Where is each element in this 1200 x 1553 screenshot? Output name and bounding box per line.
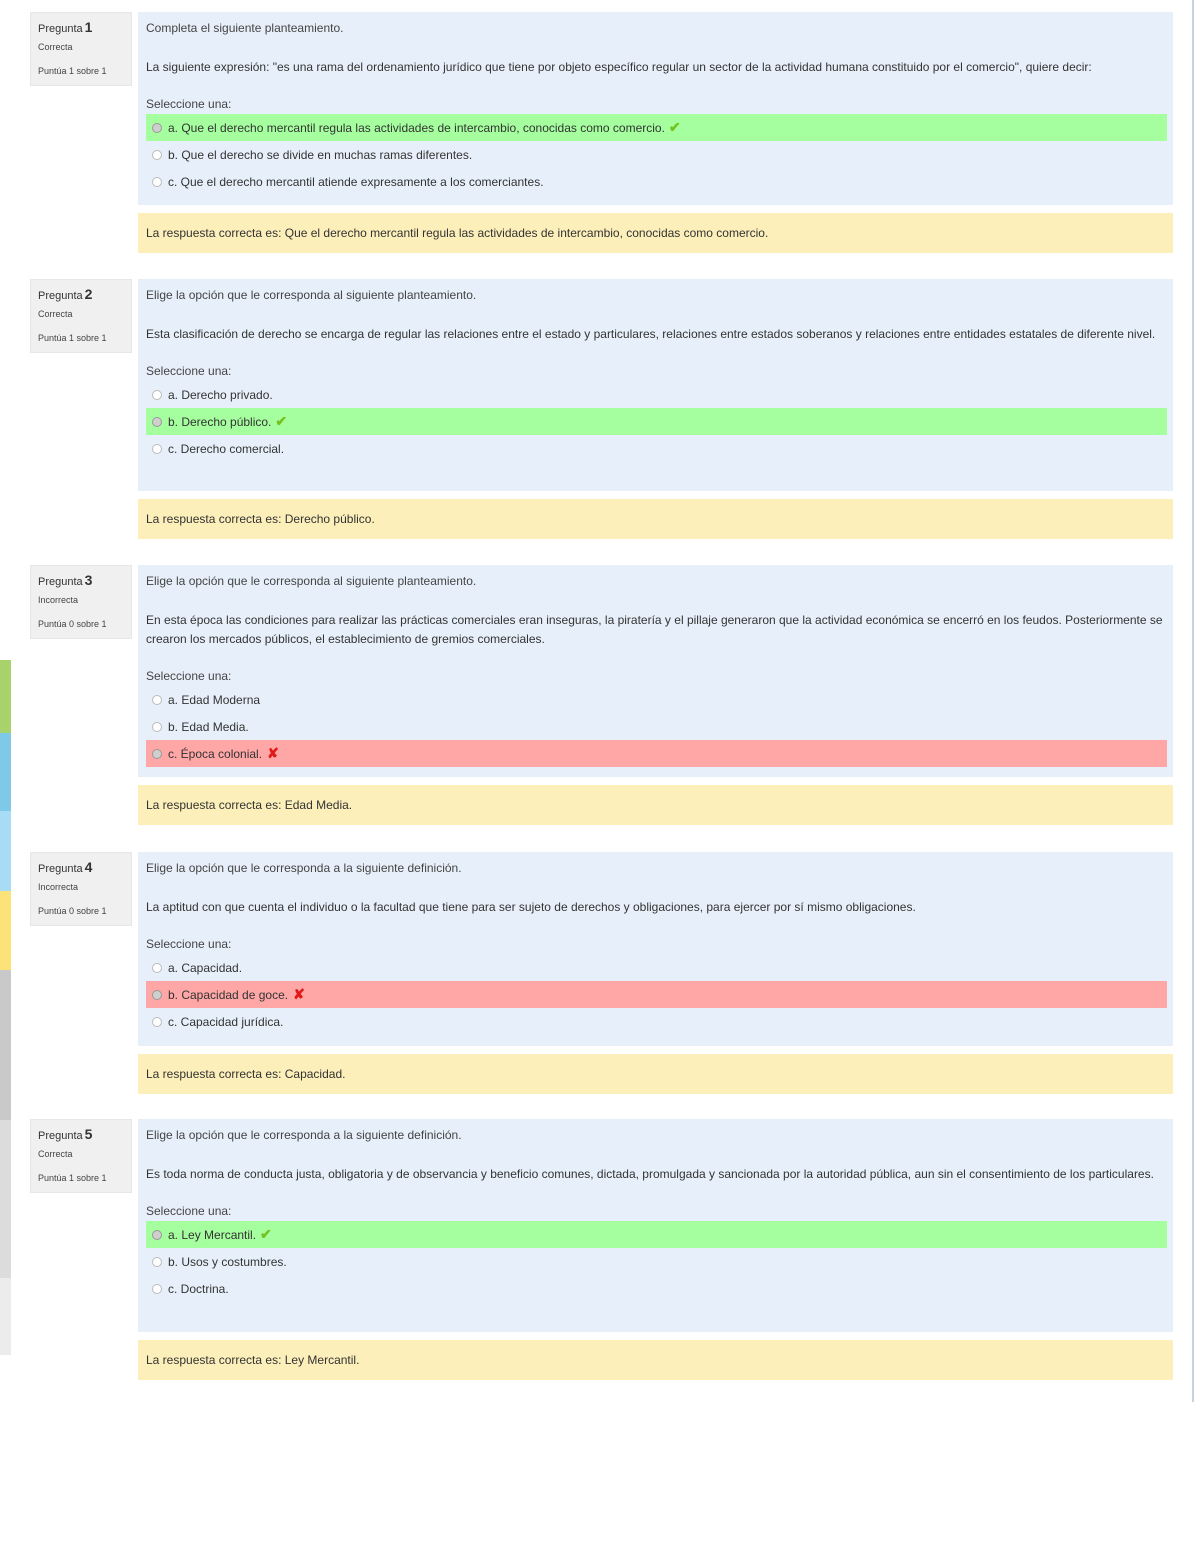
answer-option[interactable]: [146, 1008, 1167, 1035]
radio-button[interactable]: [152, 444, 162, 454]
answer-option[interactable]: [146, 1275, 1167, 1302]
question-info: [30, 1119, 132, 1193]
answer-option[interactable]: [146, 408, 1167, 435]
answer-prompt: Seleccione una:: [146, 97, 232, 111]
strip-segment: [0, 1278, 11, 1355]
checkmark-icon: ✔: [260, 1226, 272, 1242]
question-intro: Elige la opción que le corresponda a la siguiente definición.: [146, 861, 462, 875]
cross-icon: ✘: [293, 986, 305, 1002]
answer-options: [146, 381, 1167, 462]
option-label: c. Que el derecho mercantil atiende expresamente a los comerciantes.: [168, 174, 544, 189]
answer-options: [146, 1221, 1167, 1302]
option-label: b. Derecho público.: [168, 414, 272, 429]
radio-button[interactable]: [152, 1257, 162, 1267]
question-grade: Puntúa 0 sobre 1: [38, 619, 107, 629]
answer-options: [146, 114, 1167, 195]
answer-option[interactable]: [146, 141, 1167, 168]
answer-option[interactable]: [146, 686, 1167, 713]
strip-segment: [0, 811, 11, 891]
answer-option[interactable]: [146, 981, 1167, 1008]
option-label: c. Doctrina.: [168, 1281, 229, 1296]
radio-button[interactable]: [152, 990, 162, 1000]
question-content: [138, 12, 1173, 205]
question-number: Pregunta 3: [38, 572, 93, 588]
correct-answer-feedback: La respuesta correcta es: Que el derecho mercantil regula las actividades de intercambio, conocidas como comercio.: [138, 213, 1173, 253]
question-state: Correcta: [38, 309, 73, 319]
question-intro: Completa el siguiente planteamiento.: [146, 21, 344, 35]
radio-button[interactable]: [152, 963, 162, 973]
answer-option[interactable]: [146, 740, 1167, 767]
answer-prompt: Seleccione una:: [146, 669, 232, 683]
answer-option[interactable]: [146, 168, 1167, 195]
question-number: Pregunta 2: [38, 286, 93, 302]
answer-prompt: Seleccione una:: [146, 1204, 232, 1218]
question-content: [138, 279, 1173, 491]
question-number: Pregunta 4: [38, 859, 93, 875]
correct-answer-feedback: La respuesta correcta es: Ley Mercantil.: [138, 1340, 1173, 1380]
answer-option[interactable]: [146, 381, 1167, 408]
option-label: a. Que el derecho mercantil regula las actividades de intercambio, conocidas como comercio.: [168, 120, 665, 135]
question-grade: Puntúa 1 sobre 1: [38, 1173, 107, 1183]
question-intro: Elige la opción que le corresponda al siguiente planteamiento.: [146, 574, 477, 588]
radio-button[interactable]: [152, 150, 162, 160]
strip-segment: [0, 970, 11, 1120]
checkmark-icon: ✔: [668, 119, 681, 135]
option-label: c. Derecho comercial.: [168, 441, 285, 456]
question-state: Incorrecta: [38, 595, 79, 605]
question-grade: Puntúa 1 sobre 1: [38, 333, 107, 343]
option-label: c. Época colonial.: [168, 746, 263, 761]
option-label: b. Capacidad de goce.: [168, 987, 289, 1002]
question-text: Esta clasificación de derecho se encarga de regular las relaciones entre el estado y particulares, relaciones entre estados soberanos y relaciones entre entidades estatales de diferente nivel.: [146, 327, 1156, 341]
radio-button[interactable]: [152, 177, 162, 187]
strip-segment: [0, 733, 11, 811]
question-text: Es toda norma de conducta justa, obligatoria y de observancia y beneficio comunes, dictada, promulgada y sancionada por la autoridad pública, aun sin el consentimiento de los particulares.: [146, 1167, 1154, 1181]
question-info: [30, 852, 132, 926]
question-grade: Puntúa 0 sobre 1: [38, 906, 107, 916]
radio-button[interactable]: [152, 695, 162, 705]
radio-button[interactable]: [152, 1284, 162, 1294]
strip-segment: [0, 1120, 11, 1278]
answer-options: [146, 954, 1167, 1035]
option-label: a. Derecho privado.: [168, 387, 273, 402]
question-intro: Elige la opción que le corresponda al siguiente planteamiento.: [146, 288, 477, 302]
answer-option[interactable]: [146, 114, 1167, 141]
question-grade: Puntúa 1 sobre 1: [38, 66, 107, 76]
radio-button[interactable]: [152, 749, 162, 759]
question-text: La aptitud con que cuenta el individuo o la facultad que tiene para ser sujeto de derechos y obligaciones, para ejercer por sí mismo obligaciones.: [146, 900, 916, 914]
answer-option[interactable]: [146, 435, 1167, 462]
question-state: Correcta: [38, 1149, 73, 1159]
radio-button[interactable]: [152, 722, 162, 732]
scrollbar-track[interactable]: [1192, 0, 1194, 1402]
answer-option[interactable]: [146, 954, 1167, 981]
question-info: [30, 12, 132, 86]
radio-button[interactable]: [152, 123, 162, 133]
answer-option[interactable]: [146, 1221, 1167, 1248]
strip-segment: [0, 660, 11, 733]
option-label: a. Capacidad.: [168, 960, 243, 975]
option-label: a. Edad Moderna: [168, 692, 261, 707]
question-number: Pregunta 5: [38, 1126, 93, 1142]
question-info: [30, 565, 132, 639]
correct-answer-feedback: La respuesta correcta es: Capacidad.: [138, 1054, 1173, 1094]
answer-options: [146, 686, 1167, 767]
question-state: Correcta: [38, 42, 73, 52]
answer-option[interactable]: [146, 713, 1167, 740]
strip-segment: [0, 891, 11, 970]
correct-answer-feedback: La respuesta correcta es: Edad Media.: [138, 785, 1173, 825]
question-content: [138, 1119, 1173, 1332]
option-label: b. Edad Media.: [168, 719, 249, 734]
question-info: [30, 279, 132, 353]
option-label: b. Usos y costumbres.: [168, 1254, 287, 1269]
radio-button[interactable]: [152, 1230, 162, 1240]
option-label: a. Ley Mercantil.: [168, 1227, 257, 1242]
cross-icon: ✘: [267, 745, 279, 761]
question-intro: Elige la opción que le corresponda a la siguiente definición.: [146, 1128, 462, 1142]
correct-answer-feedback: La respuesta correcta es: Derecho público.: [138, 499, 1173, 539]
question-state: Incorrecta: [38, 882, 79, 892]
option-label: c. Capacidad jurídica.: [168, 1014, 284, 1029]
option-label: b. Que el derecho se divide en muchas ramas diferentes.: [168, 147, 473, 162]
question-number: Pregunta 1: [38, 19, 93, 35]
question-content: [138, 852, 1173, 1046]
radio-button[interactable]: [152, 1017, 162, 1027]
checkmark-icon: ✔: [275, 413, 288, 429]
question-text: La siguiente expresión: "es una rama del ordenamiento jurídico que tiene por objeto específico regular un sector de la actividad humana constituido por el comercio", quiere decir:: [146, 60, 1092, 74]
radio-button[interactable]: [152, 417, 162, 427]
answer-prompt: Seleccione una:: [146, 364, 232, 378]
radio-button[interactable]: [152, 390, 162, 400]
answer-prompt: Seleccione una:: [146, 937, 232, 951]
question-content: [138, 565, 1173, 777]
answer-option[interactable]: [146, 1248, 1167, 1275]
question-text: En esta época las condiciones para realizar las prácticas comerciales eran inseguras, la piratería y el pillaje generaron que la actividad económica se encerró en los feudos. Posteriormente se crearon los mercados públicos, el establecimiento de gremios comerciales.: [146, 613, 1163, 646]
